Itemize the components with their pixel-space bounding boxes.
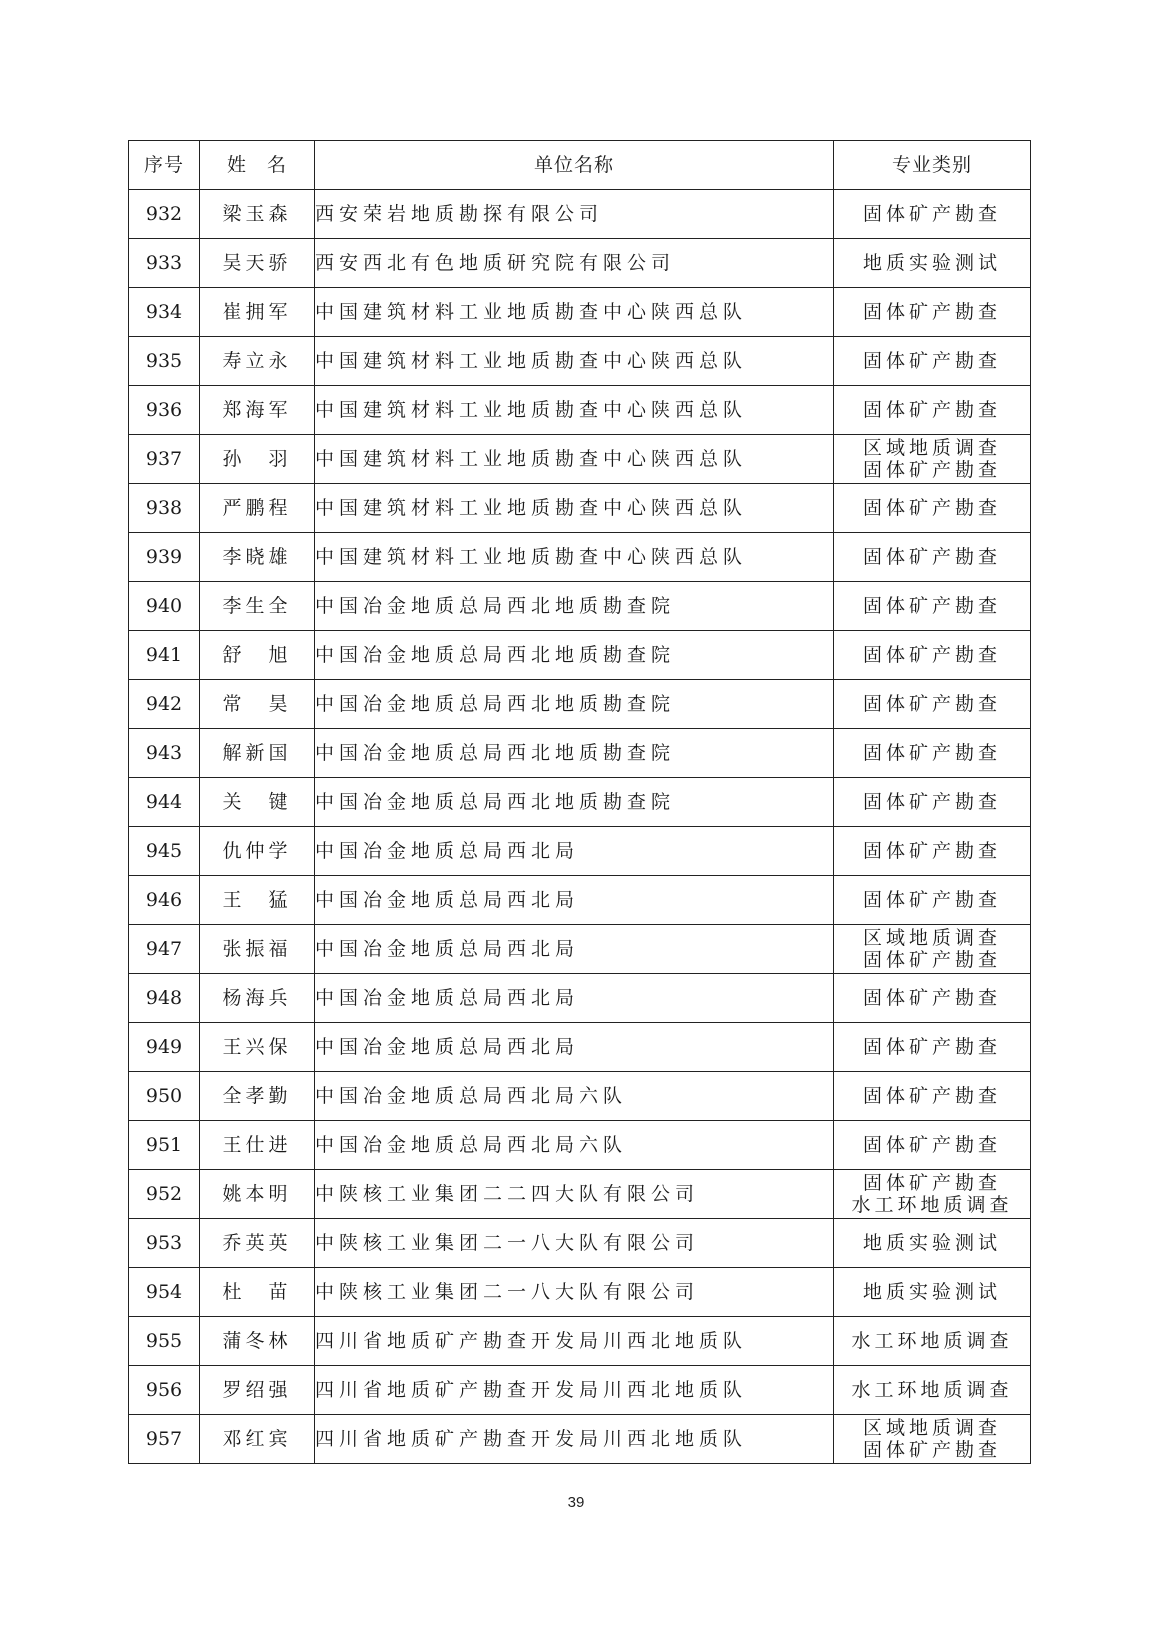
- specialty-category-line: 区域地质调查: [862, 927, 1001, 949]
- specialty-category-line: 固体矿产勘查: [862, 1439, 1001, 1461]
- name-cell: 王仕进: [200, 1121, 315, 1170]
- name-cell: 孙 羽: [200, 435, 315, 484]
- specialty-category-cell: [834, 239, 1031, 288]
- specialty-category-line: 地质实验测试: [862, 1281, 1001, 1303]
- name-cell: 王兴保: [200, 1023, 315, 1072]
- table-row: [129, 729, 1031, 778]
- unit-name-cell: 中国冶金地质总局西北地质勘查院: [315, 582, 834, 631]
- serial-number-cell: 935: [129, 337, 200, 386]
- serial-number-cell: 952: [129, 1170, 200, 1219]
- table-row: [129, 1170, 1031, 1219]
- serial-number-cell: 946: [129, 876, 200, 925]
- name-cell: 严鹏程: [200, 484, 315, 533]
- specialty-category-cell: [834, 337, 1031, 386]
- serial-number-cell: 950: [129, 1072, 200, 1121]
- table-row: [129, 1415, 1031, 1464]
- specialty-category-cell: [834, 631, 1031, 680]
- specialty-category-line: 区域地质调查: [862, 437, 1001, 459]
- unit-name-cell: 中国建筑材料工业地质勘查中心陕西总队: [315, 533, 834, 582]
- specialty-category-cell: [834, 1121, 1031, 1170]
- specialty-category-line: 固体矿产勘查: [862, 889, 1001, 911]
- name-cell: 姚本明: [200, 1170, 315, 1219]
- table-row: [129, 288, 1031, 337]
- table-row: [129, 239, 1031, 288]
- name-cell: 寿立永: [200, 337, 315, 386]
- unit-name-cell: 中国冶金地质总局西北局六队: [315, 1072, 834, 1121]
- unit-name-cell: 中国建筑材料工业地质勘查中心陕西总队: [315, 484, 834, 533]
- specialty-category-line: 固体矿产勘查: [862, 1172, 1001, 1194]
- table-row: [129, 484, 1031, 533]
- specialty-category-line: 固体矿产勘查: [862, 644, 1001, 666]
- specialty-category-line: 固体矿产勘查: [862, 949, 1001, 971]
- specialty-category-line: 固体矿产勘查: [862, 595, 1001, 617]
- specialty-category-cell: [834, 974, 1031, 1023]
- specialty-category-line: 固体矿产勘查: [862, 693, 1001, 715]
- name-cell: 舒 旭: [200, 631, 315, 680]
- unit-name-cell: 中国建筑材料工业地质勘查中心陕西总队: [315, 386, 834, 435]
- table-row: [129, 582, 1031, 631]
- table-row: [129, 974, 1031, 1023]
- name-cell: 吴天骄: [200, 239, 315, 288]
- specialty-category-line: 固体矿产勘查: [862, 1085, 1001, 1107]
- specialty-category-line: 固体矿产勘查: [862, 1036, 1001, 1058]
- specialty-category-cell: [834, 827, 1031, 876]
- specialty-category-line: 水工环地质调查: [851, 1330, 1013, 1352]
- specialty-category-cell: [834, 1268, 1031, 1317]
- unit-name-cell: 中国冶金地质总局西北局: [315, 1023, 834, 1072]
- header-specialty-category: 专业类别: [834, 141, 1031, 190]
- specialty-category-line: 固体矿产勘查: [862, 987, 1001, 1009]
- name-cell: 罗绍强: [200, 1366, 315, 1415]
- specialty-category-cell: [834, 386, 1031, 435]
- specialty-category-cell: [834, 680, 1031, 729]
- unit-name-cell: 西安西北有色地质研究院有限公司: [315, 239, 834, 288]
- serial-number-cell: 949: [129, 1023, 200, 1072]
- specialty-category-cell: [834, 1072, 1031, 1121]
- serial-number-cell: 934: [129, 288, 200, 337]
- unit-name-cell: 中国冶金地质总局西北局: [315, 827, 834, 876]
- name-cell: 仇仲学: [200, 827, 315, 876]
- name-cell: 崔拥军: [200, 288, 315, 337]
- unit-name-cell: 西安荣岩地质勘探有限公司: [315, 190, 834, 239]
- specialty-category-line: 固体矿产勘查: [862, 301, 1001, 323]
- specialty-category-line: 固体矿产勘查: [862, 497, 1001, 519]
- name-cell: 郑海军: [200, 386, 315, 435]
- serial-number-cell: 948: [129, 974, 200, 1023]
- name-cell: 张振福: [200, 925, 315, 974]
- name-cell: 关 键: [200, 778, 315, 827]
- specialty-category-line: 地质实验测试: [862, 252, 1001, 274]
- name-cell: 常 昊: [200, 680, 315, 729]
- table-row: [129, 778, 1031, 827]
- unit-name-cell: 中国冶金地质总局西北地质勘查院: [315, 729, 834, 778]
- specialty-category-cell: [834, 876, 1031, 925]
- name-cell: 梁玉森: [200, 190, 315, 239]
- serial-number-cell: 941: [129, 631, 200, 680]
- name-cell: 乔英英: [200, 1219, 315, 1268]
- table-row: [129, 533, 1031, 582]
- specialty-category-cell: [834, 435, 1031, 484]
- serial-number-cell: 943: [129, 729, 200, 778]
- table-row: [129, 1268, 1031, 1317]
- name-cell: 杜 苗: [200, 1268, 315, 1317]
- table-row: [129, 925, 1031, 974]
- name-cell: 邓红宾: [200, 1415, 315, 1464]
- unit-name-cell: 四川省地质矿产勘查开发局川西北地质队: [315, 1366, 834, 1415]
- page-number: 39: [567, 1494, 585, 1511]
- serial-number-cell: 932: [129, 190, 200, 239]
- header-unit-name: 单位名称: [315, 141, 834, 190]
- name-cell: 全孝勤: [200, 1072, 315, 1121]
- unit-name-cell: 中国建筑材料工业地质勘查中心陕西总队: [315, 288, 834, 337]
- table-row: [129, 680, 1031, 729]
- specialty-category-line: 固体矿产勘查: [862, 742, 1001, 764]
- table-row: [129, 386, 1031, 435]
- specialty-category-line: 水工环地质调查: [851, 1194, 1013, 1216]
- header-serial-number: 序号: [129, 141, 200, 190]
- unit-name-cell: 中国建筑材料工业地质勘查中心陕西总队: [315, 435, 834, 484]
- specialty-category-line: 固体矿产勘查: [862, 399, 1001, 421]
- name-cell: 解新国: [200, 729, 315, 778]
- serial-number-cell: 936: [129, 386, 200, 435]
- name-cell: 蒲冬林: [200, 1317, 315, 1366]
- serial-number-cell: 956: [129, 1366, 200, 1415]
- table-row: [129, 827, 1031, 876]
- table-row: [129, 1121, 1031, 1170]
- specialty-category-cell: [834, 1366, 1031, 1415]
- table-row: [129, 337, 1031, 386]
- table-row: [129, 876, 1031, 925]
- header-name: 姓 名: [200, 141, 315, 190]
- unit-name-cell: 中国冶金地质总局西北局: [315, 974, 834, 1023]
- specialty-category-line: 固体矿产勘查: [862, 459, 1001, 481]
- specialty-category-line: 水工环地质调查: [851, 1379, 1013, 1401]
- specialty-category-line: 固体矿产勘查: [862, 1134, 1001, 1156]
- serial-number-cell: 938: [129, 484, 200, 533]
- name-cell: 李生全: [200, 582, 315, 631]
- specialty-category-cell: [834, 1415, 1031, 1464]
- specialty-category-cell: [834, 533, 1031, 582]
- table-row: [129, 631, 1031, 680]
- unit-name-cell: 中国建筑材料工业地质勘查中心陕西总队: [315, 337, 834, 386]
- unit-name-cell: 中陕核工业集团二二四大队有限公司: [315, 1170, 834, 1219]
- unit-name-cell: 中国冶金地质总局西北局: [315, 876, 834, 925]
- serial-number-cell: 947: [129, 925, 200, 974]
- specialty-category-line: 固体矿产勘查: [862, 350, 1001, 372]
- unit-name-cell: 四川省地质矿产勘查开发局川西北地质队: [315, 1415, 834, 1464]
- table-row: [129, 1317, 1031, 1366]
- unit-name-cell: 中陕核工业集团二一八大队有限公司: [315, 1219, 834, 1268]
- serial-number-cell: 955: [129, 1317, 200, 1366]
- name-cell: 李晓雄: [200, 533, 315, 582]
- table-row: [129, 1072, 1031, 1121]
- specialty-category-cell: [834, 484, 1031, 533]
- specialty-category-cell: [834, 288, 1031, 337]
- serial-number-cell: 951: [129, 1121, 200, 1170]
- table-row: [129, 435, 1031, 484]
- specialty-category-line: 区域地质调查: [862, 1417, 1001, 1439]
- specialty-category-cell: [834, 925, 1031, 974]
- specialty-category-line: 固体矿产勘查: [862, 546, 1001, 568]
- table-row: [129, 1023, 1031, 1072]
- unit-name-cell: 中国冶金地质总局西北地质勘查院: [315, 680, 834, 729]
- unit-name-cell: 中国冶金地质总局西北地质勘查院: [315, 631, 834, 680]
- serial-number-cell: 942: [129, 680, 200, 729]
- table-row: [129, 190, 1031, 239]
- specialty-category-cell: [834, 1317, 1031, 1366]
- serial-number-cell: 937: [129, 435, 200, 484]
- specialty-category-line: 固体矿产勘查: [862, 791, 1001, 813]
- unit-name-cell: 中国冶金地质总局西北局六队: [315, 1121, 834, 1170]
- unit-name-cell: 中国冶金地质总局西北局: [315, 925, 834, 974]
- serial-number-cell: 954: [129, 1268, 200, 1317]
- serial-number-cell: 953: [129, 1219, 200, 1268]
- serial-number-cell: 945: [129, 827, 200, 876]
- specialty-category-cell: [834, 729, 1031, 778]
- table-row: [129, 1219, 1031, 1268]
- specialty-category-cell: [834, 582, 1031, 631]
- specialty-category-line: 固体矿产勘查: [862, 203, 1001, 225]
- name-cell: 王 猛: [200, 876, 315, 925]
- serial-number-cell: 940: [129, 582, 200, 631]
- specialty-category-line: 地质实验测试: [862, 1232, 1001, 1254]
- table-row: [129, 1366, 1031, 1415]
- specialty-category-cell: [834, 778, 1031, 827]
- table-body: [129, 190, 1031, 1464]
- specialty-category-cell: [834, 1023, 1031, 1072]
- unit-name-cell: 四川省地质矿产勘查开发局川西北地质队: [315, 1317, 834, 1366]
- serial-number-cell: 944: [129, 778, 200, 827]
- specialty-category-cell: [834, 1170, 1031, 1219]
- specialty-category-line: 固体矿产勘查: [862, 840, 1001, 862]
- specialty-category-cell: [834, 1219, 1031, 1268]
- serial-number-cell: 933: [129, 239, 200, 288]
- personnel-table: [128, 140, 1031, 1464]
- name-cell: 杨海兵: [200, 974, 315, 1023]
- table-header: [129, 141, 1031, 190]
- unit-name-cell: 中国冶金地质总局西北地质勘查院: [315, 778, 834, 827]
- header-row: [129, 141, 1031, 190]
- serial-number-cell: 957: [129, 1415, 200, 1464]
- specialty-category-cell: [834, 190, 1031, 239]
- serial-number-cell: 939: [129, 533, 200, 582]
- unit-name-cell: 中陕核工业集团二一八大队有限公司: [315, 1268, 834, 1317]
